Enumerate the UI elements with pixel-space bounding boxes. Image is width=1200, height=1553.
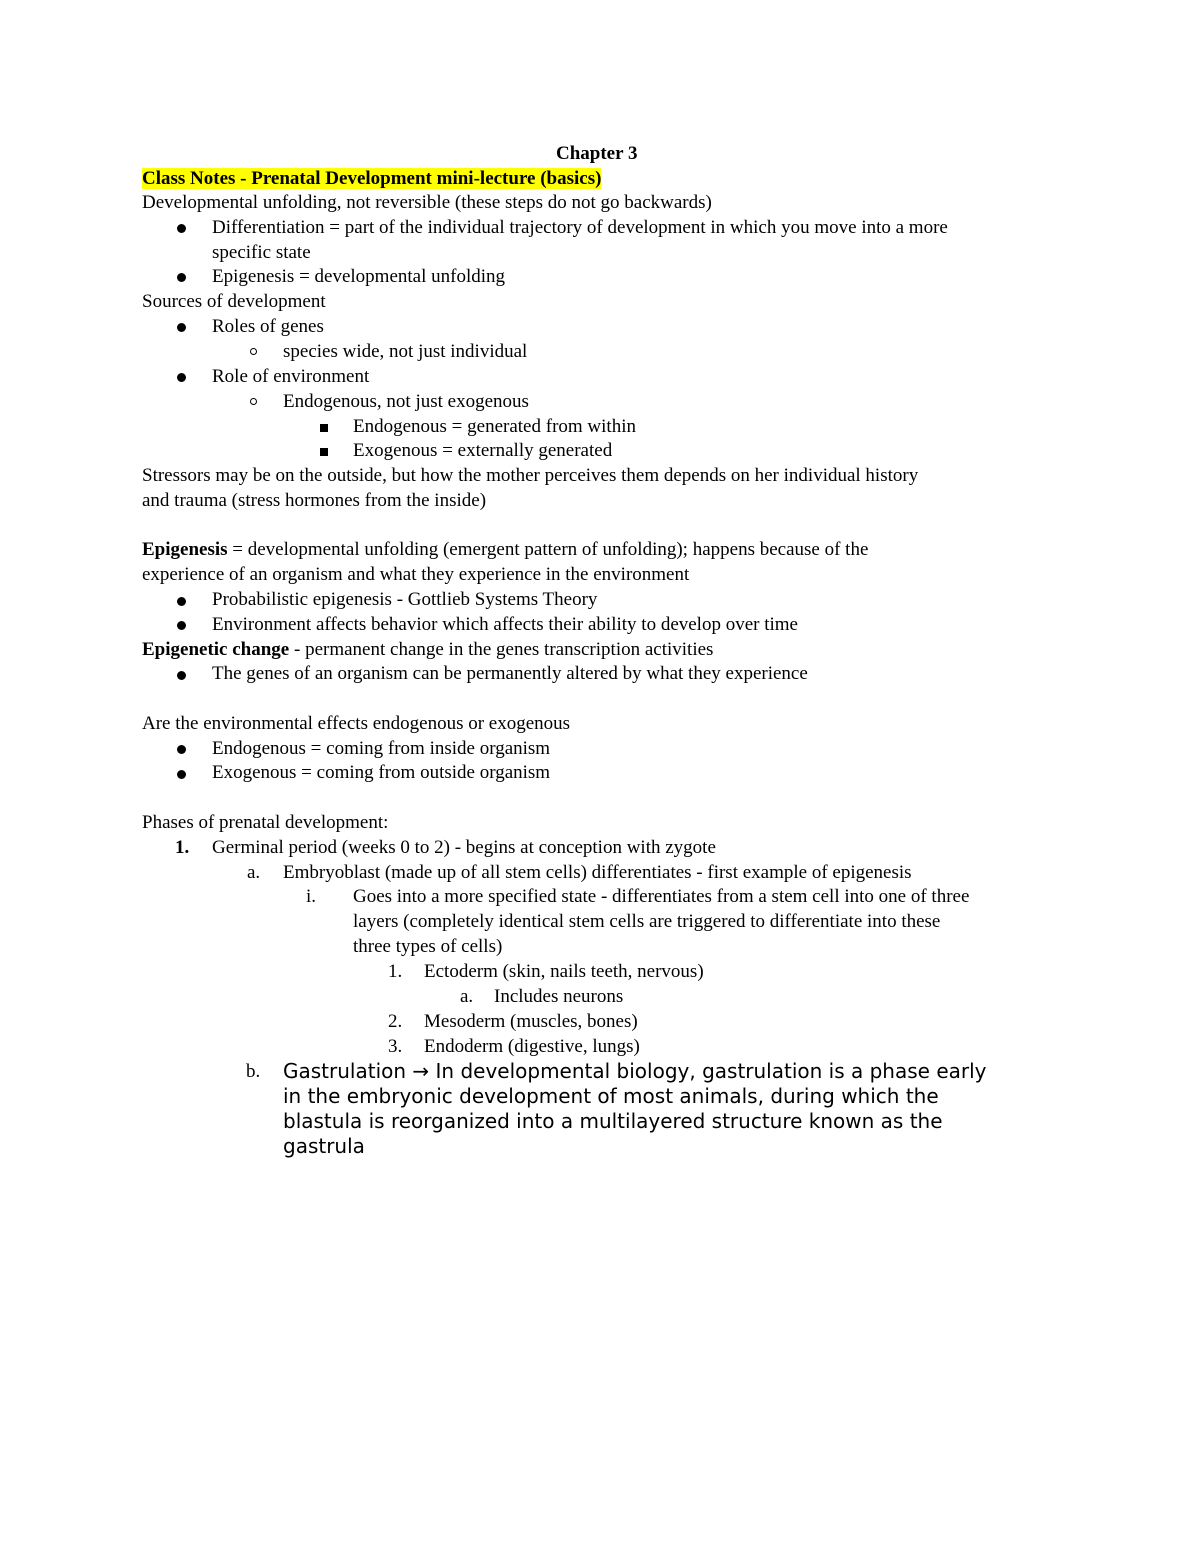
bullet-icon <box>177 621 186 630</box>
list-letter: a. <box>247 862 261 883</box>
bullet-icon <box>177 597 186 606</box>
bullet-icon <box>177 323 186 332</box>
sub-list-item-continuation: in the embryonic development of most animals, during which the <box>283 1084 939 1108</box>
bullet-icon <box>177 373 186 382</box>
hollow-bullet-icon <box>250 348 257 355</box>
list-roman: i. <box>306 886 317 907</box>
term: Epigenetic change <box>142 639 290 660</box>
definition: - permanent change in the genes transcription activities <box>289 639 714 660</box>
sub-sub-list-item: Exogenous = externally generated <box>353 440 613 461</box>
text-line: Phases of prenatal development: <box>142 812 389 833</box>
list-item: Differentiation = part of the individual trajectory of development in which you move into a more <box>212 217 948 238</box>
epigenesis-definition <box>142 538 868 562</box>
definition: = developmental unfolding (emergent pattern of unfolding); happens because of the <box>227 539 869 560</box>
sub-list-item-continuation: blastula is reorganized into a multilayered structure known as the <box>283 1109 943 1133</box>
page-title: Chapter 3 <box>556 143 638 164</box>
highlighted-heading: Class Notes - Prenatal Development mini-lecture (basics) <box>142 168 602 189</box>
square-bullet-icon <box>320 424 328 432</box>
bullet-icon <box>177 745 186 754</box>
list-letter: b. <box>246 1061 261 1082</box>
sub-list-item: species wide, not just individual <box>283 341 528 362</box>
level4-list-item: Ectoderm (skin, nails teeth, nervous) <box>424 961 704 982</box>
bullet-icon <box>177 671 186 680</box>
square-bullet-icon <box>320 448 328 456</box>
list-item: Epigenesis = developmental unfolding <box>212 266 506 287</box>
level4-list-item: Mesoderm (muscles, bones) <box>424 1011 638 1032</box>
list-item: Roles of genes <box>212 316 324 337</box>
text-line: Developmental unfolding, not reversible (these steps do not go backwards) <box>142 192 712 213</box>
list-item: Probabilistic epigenesis - Gottlieb Systems Theory <box>212 589 598 610</box>
sub-sub-list-item: Endogenous = generated from within <box>353 416 636 437</box>
bullet-icon <box>177 224 186 233</box>
sub-sub-list-item-continuation: three types of cells) <box>353 936 503 957</box>
term: Epigenesis <box>142 539 228 560</box>
list-item: Exogenous = coming from outside organism <box>212 762 551 783</box>
sub-list-item: Gastrulation → In developmental biology, gastrulation is a phase early <box>283 1059 987 1083</box>
text-line: and trauma (stress hormones from the inside) <box>142 490 487 511</box>
sub-list-item: Embryoblast (made up of all stem cells) differentiates - first example of epigenesis <box>283 862 912 883</box>
list-item-continuation: specific state <box>212 242 311 263</box>
bullet-icon <box>177 770 186 779</box>
epigenetic-change-definition <box>142 638 713 662</box>
text-line: Sources of development <box>142 291 326 312</box>
text-line: experience of an organism and what they experience in the environment <box>142 564 690 585</box>
list-number: 2. <box>388 1011 403 1032</box>
list-item: Role of environment <box>212 366 370 387</box>
list-number: 1. <box>388 961 403 982</box>
list-item: The genes of an organism can be permanently altered by what they experience <box>212 663 808 684</box>
list-letter: a. <box>460 986 474 1007</box>
level5-list-item: Includes neurons <box>494 986 624 1007</box>
list-number: 1. <box>175 837 190 858</box>
section-heading <box>142 167 601 191</box>
sub-list-item-continuation: gastrula <box>283 1134 365 1158</box>
text-line: Are the environmental effects endogenous or exogenous <box>142 713 571 734</box>
sub-sub-list-item-continuation: layers (completely identical stem cells are triggered to differentiate into these <box>353 911 941 932</box>
list-item: Endogenous = coming from inside organism <box>212 738 551 759</box>
hollow-bullet-icon <box>250 398 257 405</box>
sub-list-item: Endogenous, not just exogenous <box>283 391 529 412</box>
list-item: Germinal period (weeks 0 to 2) - begins at conception with zygote <box>212 837 716 858</box>
list-number: 3. <box>388 1036 403 1057</box>
level4-list-item: Endoderm (digestive, lungs) <box>424 1036 640 1057</box>
sub-sub-list-item: Goes into a more specified state - differentiates from a stem cell into one of three <box>353 886 970 907</box>
text-line: Stressors may be on the outside, but how the mother perceives them depends on her individual history <box>142 465 919 486</box>
bullet-icon <box>177 273 186 282</box>
list-item: Environment affects behavior which affects their ability to develop over time <box>212 614 798 635</box>
